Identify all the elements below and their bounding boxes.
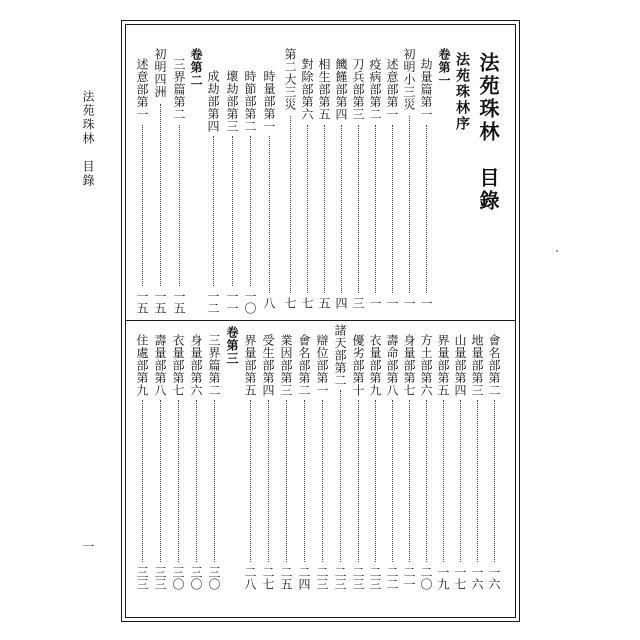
margin-running-title: 法苑珠林 目錄 (81, 90, 95, 188)
leader-dots (409, 400, 410, 562)
leader-dots (214, 400, 215, 562)
fascicle-3-heading: 卷第三 (225, 326, 239, 365)
leader-dots (341, 125, 342, 293)
leader-dots (324, 125, 325, 293)
leader-dots (392, 400, 393, 562)
toc-entry-label: 山量部第四 (453, 334, 467, 397)
toc-entry-page: 八 (262, 297, 276, 309)
toc-entry-label: 地量部第三 (470, 334, 484, 397)
toc-entry-label: 時節部第二 (243, 70, 257, 133)
preface-title: 法苑珠林序 (454, 52, 470, 132)
toc-entry-page: 一 (419, 297, 433, 309)
toc-entry-page: 一五 (135, 290, 149, 314)
leader-dots (322, 400, 323, 562)
margin-page-number: 一 (81, 540, 95, 552)
toc-entry-page: 一〇 (243, 290, 257, 314)
leader-dots (340, 390, 341, 562)
leader-dots (307, 125, 308, 293)
toc-entry-label: 優劣部第十 (351, 334, 365, 397)
toc-entry-label: 業因部第三 (279, 334, 293, 397)
toc-entry-page: 三三 (135, 566, 149, 590)
leader-dots (426, 400, 427, 562)
leader-dots (358, 400, 359, 562)
toc-entry-page: 七 (283, 297, 297, 309)
paper-speck (556, 250, 558, 252)
leader-dots (232, 136, 233, 286)
toc-entry-page: 一七 (453, 566, 467, 590)
toc-entry-page: 一六 (470, 566, 484, 590)
toc-entry-page: 二三 (351, 566, 365, 590)
toc-entry-page: 二八 (243, 566, 257, 590)
toc-entry-page: 二二 (385, 566, 399, 590)
leader-dots (409, 116, 410, 293)
toc-entry-label: 初明小三災 (402, 48, 416, 111)
book-title: 法苑珠林 目錄 (476, 52, 500, 213)
toc-entry-label: 劫量篇第一 (419, 58, 433, 121)
toc-entry-page: 一五 (172, 290, 186, 314)
leader-dots (358, 125, 359, 293)
toc-entry-page: 二三 (368, 566, 382, 590)
toc-entry-page: 二三 (315, 566, 329, 590)
toc-entry-page: 二一 (402, 566, 416, 590)
leader-dots (426, 125, 427, 293)
toc-entry-label: 身量部第六 (189, 334, 203, 397)
leader-dots (477, 400, 478, 562)
leader-dots (179, 125, 180, 286)
leader-dots (160, 104, 161, 286)
toc-entry-label: 諸天部第二 (333, 324, 347, 387)
leader-dots (460, 400, 461, 562)
toc-entry-page: 五 (317, 297, 331, 309)
toc-entry-page: 一二 (206, 290, 220, 314)
leader-dots (160, 400, 161, 562)
toc-entry-page: 一五 (153, 290, 167, 314)
toc-entry-page: 一 (402, 297, 416, 309)
leader-dots (269, 136, 270, 293)
leader-dots (196, 400, 197, 562)
toc-entry-label: 會名部第二 (297, 334, 311, 397)
toc-entry-page: 三〇 (189, 566, 203, 590)
toc-entry-page: 一一 (225, 290, 239, 314)
toc-entry-label: 會名部第二 (487, 334, 501, 397)
leader-dots (290, 116, 291, 293)
toc-entry-label: 衣量部第七 (171, 334, 185, 397)
toc-entry-page: 三〇 (171, 566, 185, 590)
toc-entry-label: 成劫部第四 (206, 70, 220, 133)
leader-dots (142, 400, 143, 562)
toc-entry-page: 二四 (297, 566, 311, 590)
toc-entry-label: 壽量部第八 (153, 334, 167, 397)
section-divider (125, 320, 515, 321)
leader-dots (213, 136, 214, 286)
leader-dots (268, 400, 269, 562)
toc-entry-page: 一 (385, 297, 399, 309)
toc-entry-page: 二〇 (419, 566, 433, 590)
leader-dots (286, 400, 287, 562)
toc-entry-label: 時量部第一 (262, 70, 276, 133)
toc-entry-label: 三界篇第二 (207, 334, 221, 397)
toc-entry-label: 對除部第六 (300, 58, 314, 121)
toc-entry-label: 住處部第九 (135, 334, 149, 397)
toc-entry-label: 述意部第一 (135, 58, 149, 121)
toc-entry-page: 三 (351, 297, 365, 309)
toc-entry-page: 七 (300, 297, 314, 309)
toc-entry-page: 二三 (333, 566, 347, 590)
leader-dots (304, 400, 305, 562)
toc-entry-label: 刀兵部第三 (351, 58, 365, 121)
toc-entry-label: 衣量部第九 (368, 334, 382, 397)
toc-entry-label: 界量部第五 (436, 334, 450, 397)
toc-entry-page: 二七 (261, 566, 275, 590)
leader-dots (250, 400, 251, 562)
leader-dots (392, 125, 393, 293)
leader-dots (375, 400, 376, 562)
toc-entry-label: 述意部第一 (385, 58, 399, 121)
leader-dots (494, 400, 495, 562)
toc-entry-label: 初明四洲 (153, 48, 167, 98)
leader-dots (178, 400, 179, 562)
toc-entry-label: 辯位部第一 (315, 334, 329, 397)
toc-entry-label: 身量部第七 (402, 334, 416, 397)
toc-entry-label: 三界篇第二 (172, 58, 186, 121)
toc-entry-label: 壽命部第八 (385, 334, 399, 397)
leader-dots (250, 136, 251, 286)
toc-entry-page: 四 (334, 297, 348, 309)
fascicle-2-heading: 卷第二 (189, 48, 203, 87)
leader-dots (142, 125, 143, 286)
toc-entry-page: 一九 (436, 566, 450, 590)
toc-entry-label: 饑饉部第四 (334, 58, 348, 121)
fascicle-1-heading: 卷第一 (437, 48, 451, 87)
toc-entry-label: 第二大三災 (283, 48, 297, 111)
toc-entry-page: 三三 (153, 566, 167, 590)
toc-entry-label: 壞劫部第三 (225, 70, 239, 133)
toc-entry-page: 二五 (279, 566, 293, 590)
toc-entry-page: 一六 (487, 566, 501, 590)
toc-entry-label: 方土部第六 (419, 334, 433, 397)
toc-entry-label: 相生部第五 (317, 58, 331, 121)
leader-dots (375, 125, 376, 293)
toc-entry-page: 一 (368, 297, 382, 309)
toc-entry-page: 三〇 (207, 566, 221, 590)
toc-entry-label: 受生部第四 (261, 334, 275, 397)
leader-dots (443, 400, 444, 562)
toc-entry-label: 界量部第五 (243, 334, 257, 397)
toc-entry-label: 疫病部第二 (368, 58, 382, 121)
